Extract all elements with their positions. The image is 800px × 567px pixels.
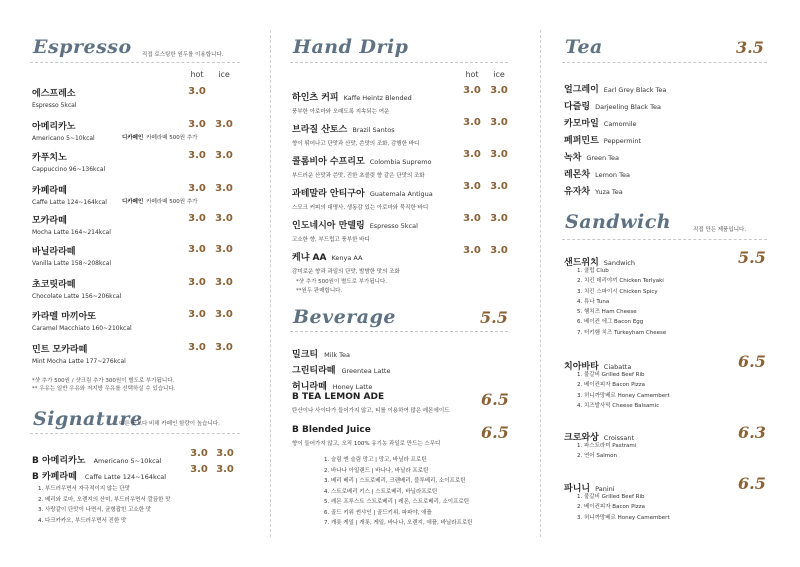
item-name: 레몬차 bbox=[564, 170, 591, 180]
item-desc: 감미로운 향과 과일의 단맛, 밤밤한 맛의 조화 bbox=[292, 269, 400, 275]
list-item: 4. 치즈발사믹 Cheese Balsamic bbox=[577, 402, 660, 409]
decaf-text: 카페라떼 500원 추가 bbox=[146, 199, 198, 205]
ice-price: 3.0 bbox=[215, 183, 233, 194]
list-item: 3. 사랑같이 단맛이 나면서, 균형잡힌 고소한 맛 bbox=[38, 507, 152, 513]
item-name: 샌드위치 bbox=[564, 258, 599, 268]
handdrip-footnote: *샷 추가 500원이 별도로 부가됩니다. bbox=[296, 279, 388, 285]
item-price: 6.5 bbox=[738, 352, 766, 371]
item-en: Peppermint bbox=[603, 137, 642, 145]
item-en: Darjeeling Black Tea bbox=[595, 103, 661, 111]
beverage-title: Beverage bbox=[293, 306, 396, 328]
menu-item bbox=[32, 183, 107, 206]
item-desc: 향이 뛰어나고 단맛과 산맛, 쓴맛의 조화, 감행한 바디 bbox=[292, 141, 420, 147]
juice-price: 6.5 bbox=[481, 423, 509, 442]
ice-price: 3.0 bbox=[216, 448, 234, 459]
ice-price: 3.0 bbox=[490, 181, 508, 192]
decaf-label: 디카페인 bbox=[122, 199, 144, 205]
item-title-row bbox=[292, 149, 432, 168]
item-title-row bbox=[292, 117, 419, 136]
item-name: 크로와상 bbox=[564, 433, 599, 443]
item-name: 초코릿라떼 bbox=[32, 280, 76, 290]
hot-price: 3.0 bbox=[188, 244, 206, 255]
item-name: 치아바타 bbox=[564, 362, 599, 372]
item-en: Guatemala Antigua bbox=[369, 190, 433, 198]
decaf-note bbox=[122, 133, 197, 141]
tea-title: Tea bbox=[565, 36, 603, 58]
item-desc: 풍부한 아로마와 오래도록 지속되는 여운 bbox=[292, 109, 390, 115]
list-item: 6. 골드 키위 썬샤인 | 골드키위, 파파야, 애플 bbox=[324, 509, 432, 516]
list-item: 3. 치킨 스파이시 Chicken Spicy bbox=[577, 288, 658, 295]
item-en: Panini bbox=[595, 485, 615, 493]
item-name: 그린티라떼 bbox=[292, 366, 336, 376]
sandwich-title: Sandwich bbox=[565, 211, 672, 233]
ice-price: 3.0 bbox=[215, 244, 233, 255]
item-name: 유자차 bbox=[564, 187, 591, 197]
item-title-row bbox=[292, 181, 433, 200]
item-sub: Caffe Latte 124~164kcal bbox=[32, 199, 107, 206]
item-name: 밀크티 bbox=[292, 350, 319, 360]
ice-price: 3.0 bbox=[215, 309, 233, 320]
hot-price: 3.0 bbox=[190, 448, 208, 459]
item-desc: 향이 들어가지 않고, 오직 100% 유기농 과일로 만드는 스무디 bbox=[292, 441, 441, 447]
item-desc: 부드러운 산맛과 쓴맛, 진한 초콜릿 향 같은 단맛의 조화 bbox=[292, 173, 425, 179]
item-price: 5.5 bbox=[738, 248, 766, 267]
signature-note: 다른 곳보다 비해 카페인 함량이 높습니다. bbox=[119, 421, 220, 427]
espresso-footnote: *샷 추가 500원 / 샷크림 추가 300원이 별도로 부가됩니다. bbox=[32, 378, 175, 384]
hot-price: 3.0 bbox=[188, 213, 206, 224]
item-sub: Caramel Macchiato 160~210kcal bbox=[32, 325, 132, 332]
hot-price: 3.0 bbox=[463, 213, 481, 224]
ice-header: ice bbox=[493, 70, 505, 79]
item-title-row bbox=[292, 245, 400, 264]
espresso-title: Espresso bbox=[33, 36, 132, 58]
hot-header: hot bbox=[465, 70, 479, 79]
hot-header: hot bbox=[190, 70, 204, 79]
signature-title: Signature bbox=[33, 408, 143, 430]
item-price: 6.5 bbox=[738, 474, 766, 493]
hot-price: 3.0 bbox=[463, 181, 481, 192]
item-name: 케냐 AA bbox=[292, 253, 327, 263]
menu-item bbox=[32, 342, 126, 365]
item-en: Greentea Latte bbox=[341, 367, 391, 375]
hot-price: 3.0 bbox=[188, 183, 206, 194]
espresso-note: 직접 로스팅한 원두를 이용합니다. bbox=[142, 52, 224, 58]
item-en: Camomile bbox=[603, 120, 637, 128]
item-sub: Caffe Latte 124~164kcal bbox=[84, 473, 167, 481]
juice-item bbox=[292, 425, 440, 447]
ice-price: 3.0 bbox=[490, 213, 508, 224]
ice-price: 3.0 bbox=[490, 245, 508, 256]
decaf-text: 카페라떼 500원 추가 bbox=[146, 135, 198, 141]
ice-price: 3.0 bbox=[215, 213, 233, 224]
item-en: Milk Tea bbox=[324, 351, 350, 359]
item-en: Colombia Supremo bbox=[369, 158, 432, 166]
ice-price: 3.0 bbox=[215, 150, 233, 161]
item-en: Lemon Tea bbox=[595, 171, 630, 179]
tea-sandwich-column bbox=[562, 0, 772, 567]
list-item: 4. 튜나 Tuna bbox=[577, 298, 610, 305]
hot-price: 3.0 bbox=[190, 464, 208, 475]
item-name: 페퍼민트 bbox=[564, 136, 599, 146]
decaf-label: 디카페인 bbox=[122, 135, 144, 141]
ice-price: 3.0 bbox=[216, 464, 234, 475]
sandwich-note: 직접 만든 제품입니다. bbox=[693, 227, 747, 233]
lemonade-item bbox=[292, 392, 449, 414]
menu-item bbox=[32, 86, 77, 109]
list-item: 3. 허니까망베르 Honey Camembert bbox=[577, 392, 670, 399]
item-name: 카모마일 bbox=[564, 119, 599, 129]
list-item: 6. 베이컨 에그 Bacon Egg bbox=[577, 319, 644, 326]
ice-header: ice bbox=[218, 70, 230, 79]
menu-item bbox=[32, 277, 121, 300]
item-en: Green Tea bbox=[586, 154, 619, 162]
item-en: Kenya AA bbox=[331, 254, 363, 262]
item-name: B 아메리카노 bbox=[32, 456, 86, 466]
ice-price: 3.0 bbox=[215, 277, 233, 288]
item-name: 파니니 bbox=[564, 484, 591, 494]
item-desc: 탄산이나 사이다가 들어가지 않고, 티를 이용하여 많은 레몬에이드 bbox=[292, 408, 450, 414]
item-name: B TEA LEMON ADE bbox=[292, 392, 385, 402]
item-title-row bbox=[292, 85, 412, 104]
divider bbox=[30, 62, 240, 63]
ice-price: 3.0 bbox=[490, 149, 508, 160]
list-item: 3. 허니까망베르 Honey Camembert bbox=[577, 514, 670, 521]
divider bbox=[562, 239, 767, 240]
hot-price: 3.0 bbox=[188, 277, 206, 288]
list-item: 2. 치킨 데리야끼 Chicken Terlyaki bbox=[577, 278, 664, 285]
list-item: 1. 불갈비 Grilled Beef Rib bbox=[577, 494, 645, 500]
item-name: 다즐링 bbox=[564, 102, 591, 112]
hot-price: 3.0 bbox=[463, 85, 481, 96]
item-sub: Cappuccino 96~136kcal bbox=[32, 166, 106, 173]
item-name: 모카라떼 bbox=[32, 216, 67, 226]
item-sub: Vanilla Latte 158~208kcal bbox=[32, 260, 112, 267]
menu-item bbox=[32, 244, 111, 267]
signature-item bbox=[32, 464, 166, 483]
item-name: 카페라떼 bbox=[32, 186, 67, 196]
hot-price: 3.0 bbox=[188, 309, 206, 320]
item-name: B 카페라떼 bbox=[32, 472, 77, 482]
list-item: 4. 다크카카오, 부드러우면서 진한 맛 bbox=[38, 517, 127, 524]
hot-price: 3.0 bbox=[463, 117, 481, 128]
divider bbox=[562, 62, 767, 63]
list-item: 5. 레몬 프루스트 스트로베리 | 레몬, 스트로베리, 소이프로틴 bbox=[324, 499, 470, 505]
item-en: Espresso 5kcal bbox=[369, 222, 418, 230]
item-price: 6.3 bbox=[738, 423, 766, 442]
item-sub: Americano 5~10kcal bbox=[93, 457, 162, 465]
ice-price: 3.0 bbox=[215, 119, 233, 130]
item-name: 카라멜 마끼아또 bbox=[32, 312, 96, 322]
hot-price: 3.0 bbox=[188, 150, 206, 161]
item-name: 바닐라라떼 bbox=[32, 247, 76, 257]
list-item: 1. 파스트라미 Pastrami bbox=[577, 443, 637, 449]
list-item: 1. 부드러우면서 자극적이지 않는 단맛 bbox=[38, 486, 130, 492]
list-item: 2. 베이컨피자 Bacon Pizza bbox=[577, 504, 645, 511]
item-name: 민트 모카라떼 bbox=[32, 345, 88, 355]
item-name: 브라질 산토스 bbox=[292, 125, 348, 135]
list-item: 1. 불갈비 Grilled Beef Rib bbox=[577, 372, 645, 378]
list-item: 5. 햄치즈 Ham Cheese bbox=[577, 309, 637, 316]
item-title-row bbox=[292, 213, 418, 232]
item-desc: 고소한 향, 부드럽고 풍부한 바디 bbox=[292, 237, 370, 243]
sub-item-list bbox=[577, 441, 636, 462]
item-en: Brazil Santos bbox=[352, 126, 395, 134]
sub-item-list bbox=[577, 266, 666, 338]
item-name: 과테말라 안티구아 bbox=[292, 189, 365, 199]
menu-item bbox=[292, 213, 418, 243]
divider bbox=[290, 331, 508, 332]
juice-list bbox=[324, 455, 472, 529]
menu-item bbox=[564, 179, 623, 198]
list-item: 3. 베리 베리 | 스트로베리, 크랜베리, 블루베리, 소이프로틴 bbox=[324, 478, 466, 484]
item-name: 카푸치노 bbox=[32, 153, 67, 163]
list-item: 2. 베리와 로마, 오렌지의 산미, 부드러우면서 깔끔한 맛 bbox=[38, 496, 171, 503]
ice-price: 3.0 bbox=[490, 117, 508, 128]
handdrip-column bbox=[290, 0, 512, 567]
lemonade-price: 6.5 bbox=[481, 390, 509, 409]
item-name: B Blended Juice bbox=[292, 425, 371, 435]
divider bbox=[290, 62, 508, 63]
menu-item bbox=[292, 181, 433, 211]
item-en: Yuza Tea bbox=[595, 188, 623, 196]
hot-price: 3.0 bbox=[463, 245, 481, 256]
decaf-note bbox=[122, 197, 197, 205]
ice-price: 3.0 bbox=[215, 342, 233, 353]
item-sub: Mint Mocha Latte 177~276kcal bbox=[32, 358, 126, 365]
list-item: 2. 연어 Salmon bbox=[577, 453, 617, 460]
list-item: 7. 터키햄 치즈 Turkeyham Cheese bbox=[577, 329, 667, 336]
menu-item bbox=[292, 245, 400, 275]
item-en: Ciabatta bbox=[603, 363, 632, 371]
item-desc: 스모크 커피의 대명사, 생동감 있는 아로마와 묵직한 바디 bbox=[292, 205, 429, 211]
item-name: 콜롬비아 수프리모 bbox=[292, 157, 365, 167]
list-item: 1. 클럽 Club bbox=[577, 268, 609, 274]
item-en: Honey Latte bbox=[332, 383, 373, 391]
hot-price: 3.0 bbox=[188, 342, 206, 353]
item-en: Earl Grey Black Tea bbox=[603, 86, 667, 94]
menu-item bbox=[32, 119, 95, 142]
menu-item bbox=[292, 85, 412, 115]
item-name: 얼그레이 bbox=[564, 85, 599, 95]
tea-price: 3.5 bbox=[736, 38, 764, 57]
beverage-price: 5.5 bbox=[480, 308, 508, 327]
list-item: 1. 슬림 엔 슬림 망고 | 망고, 바닐라 프로틴 bbox=[324, 457, 427, 463]
list-item: 2. 바나나 아일랜드 | 바나나, 바닐라 프로틴 bbox=[324, 467, 429, 474]
menu-item bbox=[292, 117, 419, 147]
list-item: 4. 스트로베리 키스 | 스트로베리, 바닐라프로틴 bbox=[324, 488, 438, 495]
item-sub: Mocha Latte 164~214kcal bbox=[32, 229, 111, 236]
sub-item-list bbox=[577, 492, 670, 523]
item-name: 녹차 bbox=[564, 153, 582, 163]
menu-item bbox=[32, 309, 132, 332]
menu-item bbox=[292, 149, 432, 179]
espresso-footnote: ** 우유는 일반 우유와 저지방 우유를 선택하실 수 있습니다. bbox=[32, 386, 176, 392]
menu-item bbox=[32, 213, 111, 236]
item-sub: Chocolate Latte 156~206kcal bbox=[32, 293, 122, 300]
signature-description-list bbox=[38, 484, 171, 526]
item-name: 하인츠 커피 bbox=[292, 93, 339, 103]
item-name: 허니라떼 bbox=[292, 382, 327, 392]
list-item: 2. 베이컨피자 Bacon Pizza bbox=[577, 382, 645, 389]
item-en: Croissant bbox=[603, 434, 635, 442]
divider bbox=[30, 433, 240, 434]
menu-item bbox=[32, 150, 105, 173]
handdrip-footnote: **원두 판매합니다. bbox=[296, 288, 343, 294]
item-en: Kaffe Heintz Blended bbox=[343, 94, 412, 102]
handdrip-title: Hand Drip bbox=[293, 36, 409, 58]
menu-item bbox=[292, 374, 372, 393]
espresso-column bbox=[30, 0, 250, 567]
hot-price: 3.0 bbox=[463, 149, 481, 160]
ice-price: 3.0 bbox=[490, 85, 508, 96]
list-item: 7. 캐롯 케일 | 캐롯, 케일, 바나나, 오렌지, 애플, 바닐라프로틴 bbox=[324, 520, 473, 526]
item-name: 인도네시아 만델링 bbox=[292, 221, 365, 231]
item-name: 아메리카노 bbox=[32, 122, 76, 132]
item-en: Sandwich bbox=[603, 259, 635, 267]
item-sub: Americano 5~10kcal bbox=[32, 135, 95, 142]
hot-price: 3.0 bbox=[188, 119, 206, 130]
item-sub: Espresso 5kcal bbox=[32, 102, 77, 109]
item-name: 에스프레소 bbox=[32, 89, 76, 99]
hot-price: 3.0 bbox=[188, 86, 206, 97]
sub-item-list bbox=[577, 370, 670, 411]
